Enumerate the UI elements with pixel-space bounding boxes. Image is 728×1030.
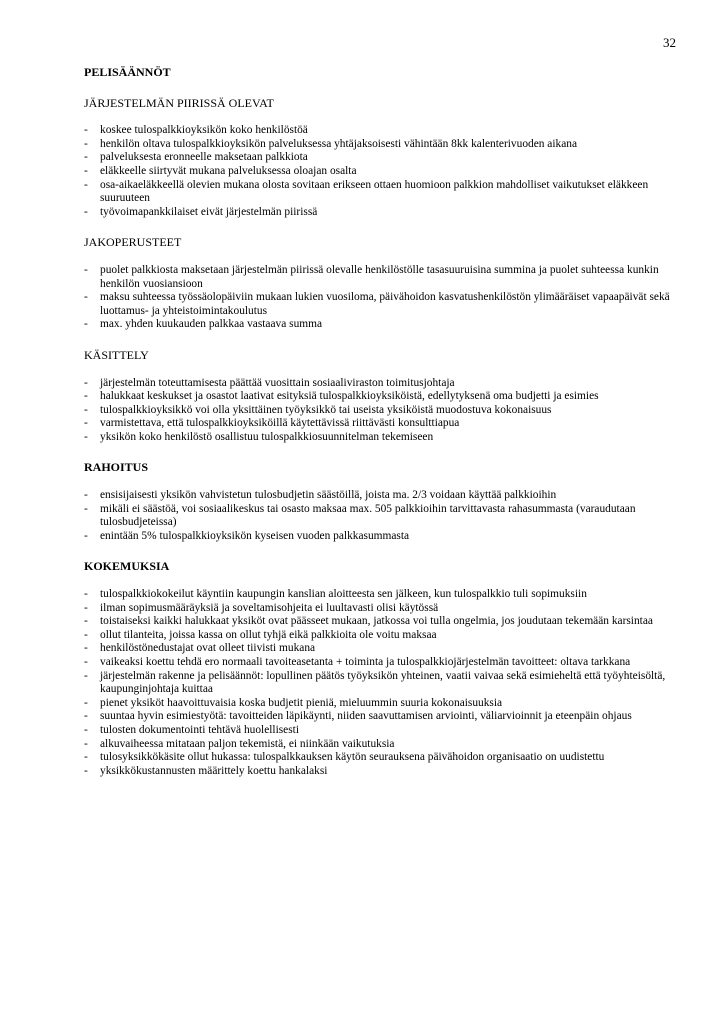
sections-container: [84, 97, 678, 779]
list-item: - maksu suhteessa työssäolopäiviin mukaan lukien vuosiloma, päivähoidon kasvatushenkilöstön ylimääräiset vapaapäivät sekä luottamus- ja yhteistoimintakoulutus: [84, 291, 678, 318]
list-item: - yksikön koko henkilöstö osallistuu tulospalkkiosuunnitelman tekemiseen: [84, 431, 678, 445]
list-item: - henkilöstönedustajat ovat olleet tiivisti mukana: [84, 642, 678, 656]
section-title: JAKOPERUSTEET: [84, 235, 182, 250]
bullet-list: [84, 588, 678, 778]
section-title: KÄSITTELY: [84, 347, 149, 362]
list-item: - vaikeaksi koettu tehdä ero normaali tavoiteasetanta + toiminta ja tulospalkkiojärjestelmän tavoitteet: oltava tarkkana: [84, 656, 678, 670]
list-item: - henkilön oltava tulospalkkioyksikön palveluksessa yhtäjaksoisesti vähintään 8kk kalenterivuoden aikana: [84, 138, 678, 152]
list-item: - järjestelmän toteuttamisesta päättää vuosittain sosiaaliviraston toimitusjohtaja: [84, 377, 678, 391]
list-item: - työvoimapankkilaiset eivät järjestelmän piirissä: [84, 206, 678, 220]
bullet-list: [84, 264, 678, 332]
list-item: - ilman sopimusmääräyksiä ja soveltamisohjeita ei luultavasti olisi käytössä: [84, 602, 678, 616]
main-heading: PELISÄÄNNÖT: [84, 65, 171, 79]
list-item: - pienet yksiköt haavoittuvaisia koska budjetit pieniä, mieluummin suuria kokonaisuuksia: [84, 697, 678, 711]
list-item: - mikäli ei säästöä, voi sosiaalikeskus tai osasto maksaa max. 505 palkkioihin tarvittavasta rahasummasta (varaudutaan tulosbudjeteissa): [84, 503, 678, 530]
list-item: - eläkkeelle siirtyvät mukana palveluksessa oloajan osalta: [84, 165, 678, 179]
list-item: - ollut tilanteita, joissa kassa on ollut tyhjä eikä palkkioita ole voitu maksaa: [84, 629, 678, 643]
section-title: JÄRJESTELMÄN PIIRISSÄ OLEVAT: [84, 95, 274, 110]
section: [84, 560, 678, 778]
list-item: - max. yhden kuukauden palkkaa vastaava summa: [84, 318, 678, 332]
list-item: - tulospalkkioyksikkö voi olla yksittäinen työyksikkö tai useista yksiköistä muodostuva kokonaisuus: [84, 404, 678, 418]
list-item: - puolet palkkiosta maksetaan järjestelmän piirissä olevalle henkilöstölle tasasuuruisina summina ja puolet suhteessa kunkin henkilön vuosiansioon: [84, 264, 678, 291]
section: [84, 236, 678, 332]
list-item: - koskee tulospalkkioyksikön koko henkilöstöä: [84, 124, 678, 138]
list-item: - palveluksesta eronneelle maksetaan palkkiota: [84, 151, 678, 165]
list-item: - tulosten dokumentointi tehtävä huolellisesti: [84, 724, 678, 738]
list-item: - enintään 5% tulospalkkioyksikön kyseisen vuoden palkkasummasta: [84, 530, 678, 544]
list-item: - suuntaa hyvin esimiestyötä: tavoitteiden läpikäynti, niiden saavuttamisen arviointi, väliarvioinnit ja eteenpäin ohjaus: [84, 710, 678, 724]
list-item: - varmistettava, että tulospalkkioyksiköillä käytettävissä riittävästi konsulttiapua: [84, 417, 678, 431]
list-item: - tulospalkkiokokeilut käyntiin kaupungin kanslian aloitteesta sen jälkeen, kun tulospalkkio tuli sopimuksiin: [84, 588, 678, 602]
section-title: KOKEMUKSIA: [84, 559, 170, 574]
bullet-list: [84, 377, 678, 445]
section: [84, 461, 678, 543]
document-body: [84, 66, 678, 795]
bullet-list: [84, 489, 678, 543]
page-number: 32: [663, 35, 676, 50]
list-item: - osa-aikaeläkkeellä olevien mukana olosta sovitaan erikseen ottaen huomioon palkkion mahdolliset vaikutukset eläkkeen suuruuteen: [84, 179, 678, 206]
section: [84, 349, 678, 445]
list-item: - yksikkökustannusten määrittely koettu hankalaksi: [84, 765, 678, 779]
section-title: RAHOITUS: [84, 460, 149, 475]
list-item: - toistaiseksi kaikki halukkaat yksiköt ovat päässeet mukaan, jatkossa voi tulla ongelmia, jos joudutaan tekemään karsintaa: [84, 615, 678, 629]
list-item: - tulosyksikkökäsite ollut hukassa: tulospalkkauksen käytön seurauksena päivähoidon organisaatio on uudistettu: [84, 751, 678, 765]
list-item: - halukkaat keskukset ja osastot laativat esityksiä tulospalkkioyksiköistä, edellytyksenä oma budjetti ja esimies: [84, 390, 678, 404]
bullet-list: [84, 124, 678, 219]
section: [84, 97, 678, 220]
list-item: - alkuvaiheessa mitataan paljon tekemistä, ei niinkään vaikutuksia: [84, 738, 678, 752]
list-item: - järjestelmän rakenne ja pelisäännöt: lopullinen päätös työyksikön yhteinen, vaatii vaivaa sekä esimieheltä että työyhteisöltä, kaupunginjohtaja kuittaa: [84, 670, 678, 697]
list-item: - ensisijaisesti yksikön vahvistetun tulosbudjetin säästöillä, joista ma. 2/3 voidaan käyttää palkkioihin: [84, 489, 678, 503]
